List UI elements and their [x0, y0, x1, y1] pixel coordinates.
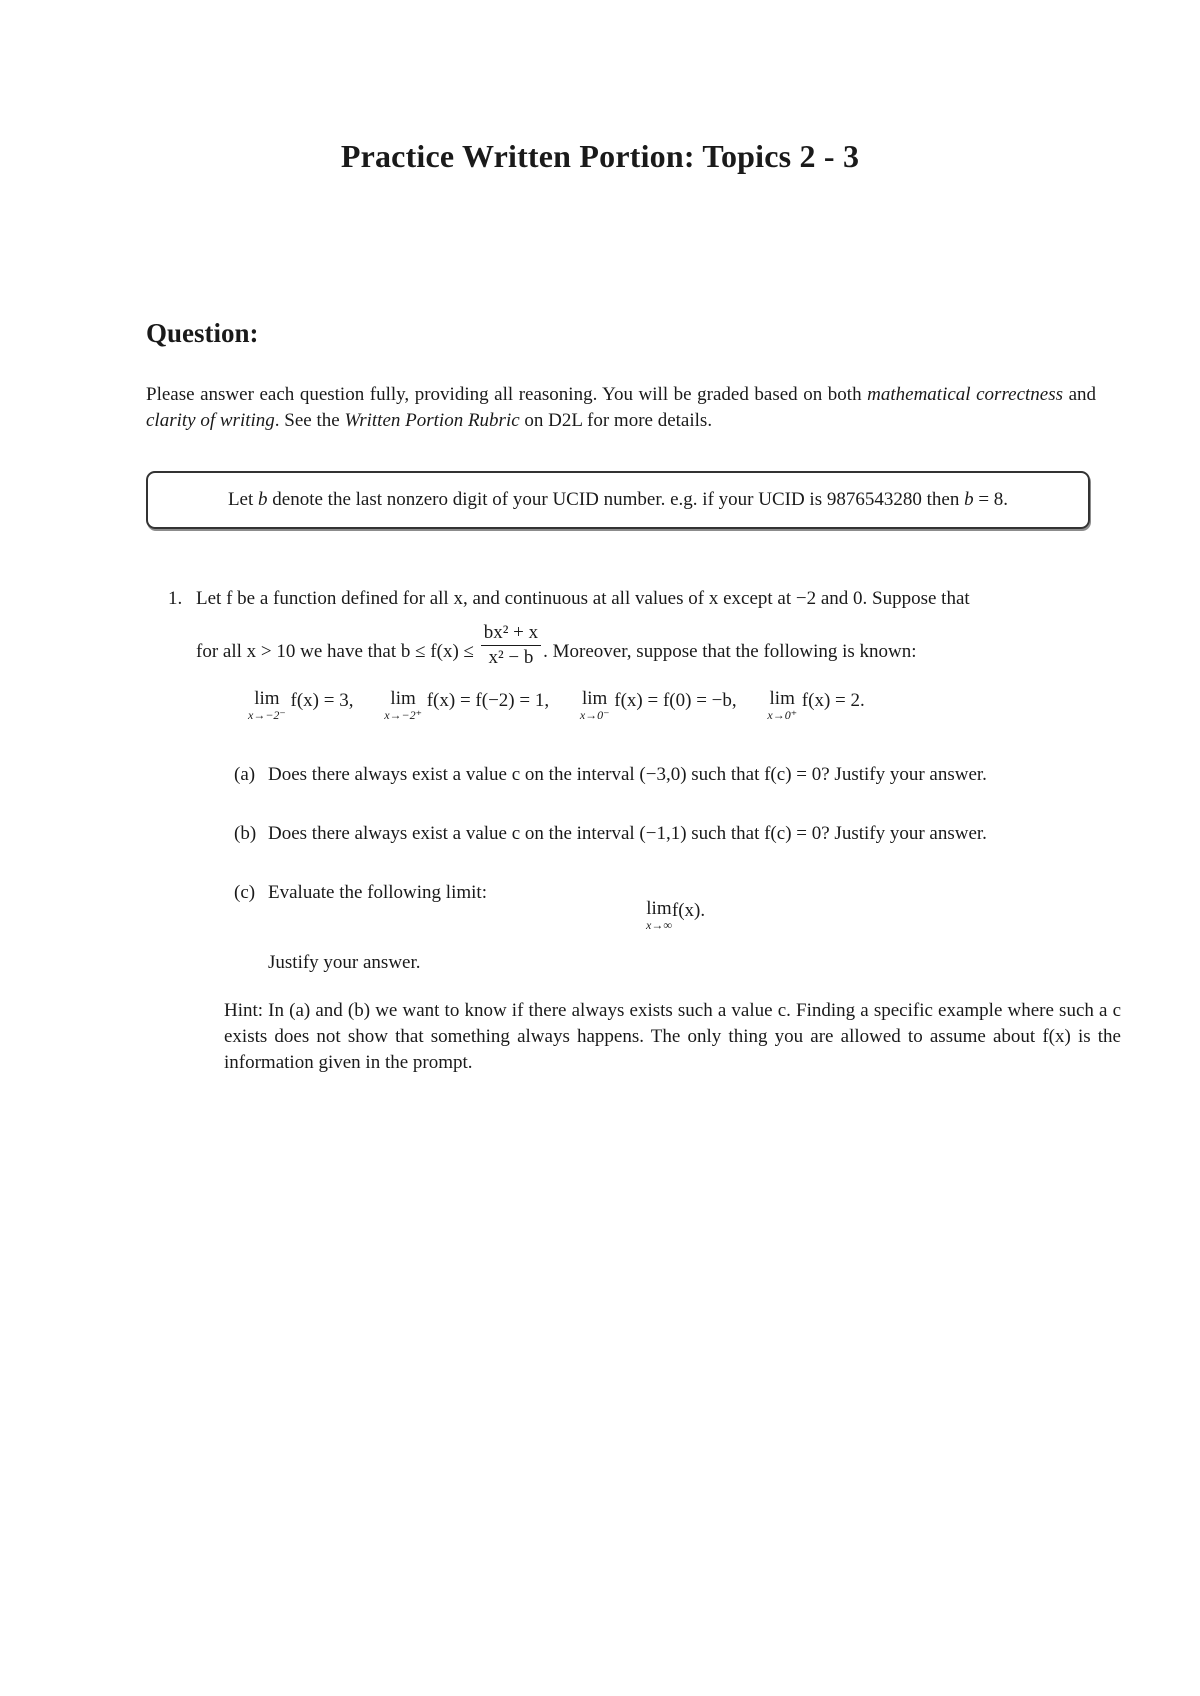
lim-expression: f(x) = f(−2) = 1, — [426, 690, 550, 711]
lim-expression: f(x) = 3, — [290, 690, 354, 711]
ucid-text-3: = 8. — [973, 489, 1009, 510]
problem-number: 1. — [168, 588, 183, 609]
lim-word: lim — [390, 688, 416, 709]
page-title: Practice Written Portion: Topics 2 - 3 — [340, 138, 860, 174]
problem-statement-line-2 — [196, 622, 917, 677]
intro-text-2: and — [1063, 384, 1097, 405]
part-text: Evaluate the following limit: — [268, 882, 487, 903]
instructions-paragraph — [146, 382, 1096, 434]
intro-text-4: on D2L for more details. — [519, 410, 713, 431]
hint-paragraph: Hint: In (a) and (b) we want to know if there always exists such a value c. Finding a specific example where such a c exists does not show that something always happens. The only thing you are allowed to assume about f(x) is the information given in the prompt. — [224, 1000, 1121, 1073]
lim-word: lim — [254, 688, 280, 709]
lim-subscript: x→∞ — [646, 918, 672, 932]
intro-emphasis-1: mathematical correctness — [867, 384, 1064, 405]
lim-expression: f(x). — [671, 900, 706, 921]
ucid-text-2: denote the last nonzero digit of your UCID number. e.g. if your UCID is 9876543280 then — [267, 489, 965, 510]
lim-expression: f(x) = f(0) = −b, — [614, 690, 737, 711]
intro-text-3: . See the — [274, 410, 345, 431]
ucid-var-b: b — [258, 489, 268, 510]
lim-subscript: x→−2⁻ — [248, 708, 286, 722]
justify-note: Justify your answer. — [268, 952, 421, 973]
lim-subscript: x→0⁺ — [767, 708, 798, 722]
lim-word: lim — [769, 688, 795, 709]
lim-word: lim — [582, 688, 608, 709]
line2-start: for all x > 10 we have that b ≤ f(x) ≤ — [196, 640, 479, 662]
limit-4 — [767, 688, 864, 720]
fraction-numerator: bx² + x — [481, 621, 541, 646]
part-label: (c) — [234, 882, 256, 903]
part-c — [234, 880, 487, 906]
ucid-var-b-2: b — [964, 489, 974, 510]
bound-fraction — [481, 621, 541, 670]
ucid-text-1: Let — [227, 489, 259, 510]
part-b — [234, 821, 987, 847]
part-label: (b) — [234, 823, 257, 844]
known-limits — [248, 688, 891, 720]
fraction-denominator: x² − b — [488, 647, 534, 668]
part-text: Does there always exist a value c on the interval (−1,1) such that f(c) = 0? Justify your answer. — [268, 823, 987, 844]
problem-statement-line-1: Let f be a function defined for all x, and continuous at all values of x except at −2 and 0. Suppose that — [196, 588, 970, 609]
limit-at-infinity — [646, 898, 705, 930]
lim-expression: f(x) = 2. — [801, 690, 865, 711]
limit-3 — [580, 688, 737, 720]
limit-2 — [384, 688, 549, 720]
part-text: Does there always exist a value c on the interval (−3,0) such that f(c) = 0? Justify your answer. — [268, 764, 987, 785]
lim-subscript: x→−2⁺ — [384, 708, 422, 722]
line2-end: . Moreover, suppose that the following is known: — [543, 640, 917, 662]
lim-subscript: x→0⁻ — [579, 708, 610, 722]
part-label: (a) — [234, 764, 256, 785]
intro-text-1: Please answer each question fully, providing all reasoning. You will be graded based on both — [146, 384, 868, 405]
limit-1 — [248, 688, 353, 720]
lim-word: lim — [646, 898, 672, 919]
part-a — [234, 762, 987, 788]
intro-emphasis-2: clarity of writing — [146, 410, 275, 431]
intro-emphasis-3: Written Portion Rubric — [344, 410, 520, 431]
section-heading: Question: — [146, 318, 259, 348]
ucid-definition-box — [146, 471, 1090, 529]
